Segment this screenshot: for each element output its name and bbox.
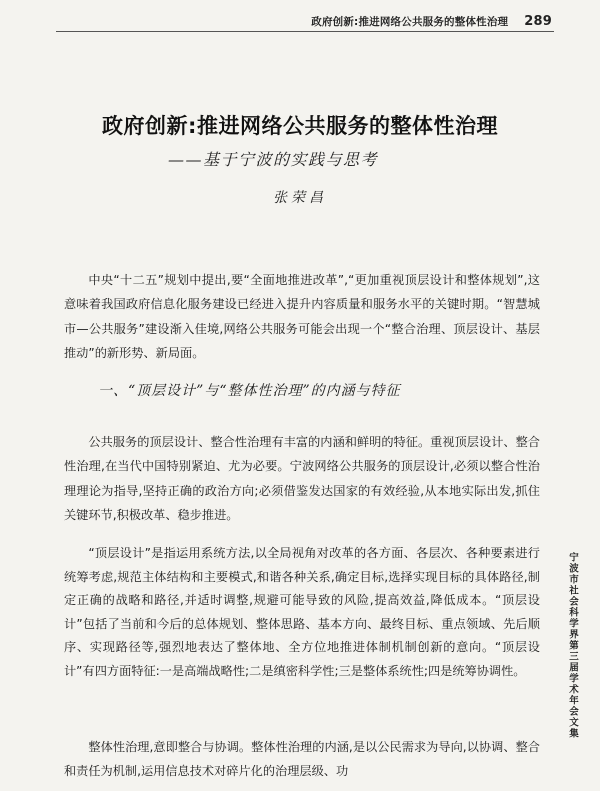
running-head-title: 政府创新:推进网络公共服务的整体性治理: [311, 16, 509, 28]
article-author: 张荣昌: [273, 190, 327, 206]
side-note-vertical: 宁波市社会科学界第三届学术年会文集: [567, 552, 578, 739]
article-subtitle: ——基于宁波的实践与思考: [168, 150, 379, 169]
page-number: 289: [524, 14, 552, 29]
article-title: 政府创新:推进网络公共服务的整体性治理: [102, 114, 498, 138]
paragraph-intro: 中央“十二五”规划中提出,要“全面地推进改革”,“更加重视顶层设计和整体规划”,这意味着我国政府信息化服务建设已经进入提升内容质量和服务水平的关键时期。“智慧城市—公共服务”建设渐入佳境,网络公共服务可能会出现一个“整合治理、顶层设计、基层推动”的新形势、新局面。: [64, 273, 540, 361]
paragraph-4: 整体性治理,意即整合与协调。整体性治理的内涵,是以公民需求为导向,以协调、整合和责任为机制,运用信息技术对碎片化的治理层级、功: [64, 740, 540, 779]
paragraph-2: 公共服务的顶层设计、整合性治理有丰富的内涵和鲜明的特征。重视顶层设计、整合性治理,在当代中国特别紧迫、尤为必要。宁波网络公共服务的顶层设计,必须以整合性治理理论为指导,坚持正确的政治方向;必须借鉴发达国家的有效经验,从本地实际出发,抓住关键环节,积极改革、稳步推进。: [64, 435, 540, 523]
paragraph-3: “顶层设计”是指运用系统方法,以全局视角对改革的各方面、各层次、各种要素进行统筹考虑,规范主体结构和主要模式,和谐各种关系,确定目标,选择实现目标的具体路径,制定正确的战略和路径,并适时调整,规避可能导致的风险,提高效益,降低成本。“顶层设计”包括了当前和今后的总体规划、整体思路、基本方向、最终目标、重点领域、先后顺序、实现路径等,强烈地表达了整体地、全方位地推进体制机制创新的意向。“顶层设计”有四方面特征:一是高端战略性;二是缜密科学性;三是整体系统性;四是统筹协调性。: [64, 546, 540, 678]
running-head: [311, 14, 552, 29]
header-rule: [56, 31, 554, 32]
section-heading: 一、“顶层设计”与“整体性治理”的内涵与特征: [98, 383, 401, 399]
